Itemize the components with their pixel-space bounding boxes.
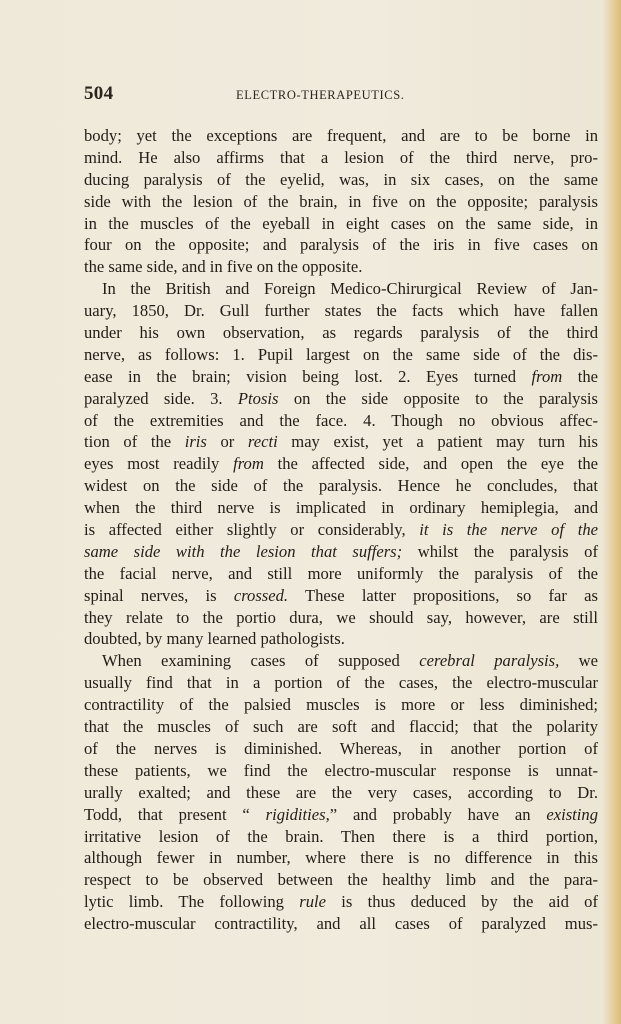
text-segment: electro-muscular contractility, and all cases of paralyzed mus- — [84, 914, 598, 934]
text-segment: when the third nerve is implicated in ordinary hemiplegia, and — [84, 498, 598, 518]
italic-text: it is the nerve of the — [419, 520, 598, 540]
text-line — [84, 891, 598, 913]
page-number: 504 — [84, 83, 114, 104]
text-segment: is thus deduced by the aid of — [326, 892, 599, 912]
text-line — [84, 563, 598, 585]
text-line — [84, 847, 598, 869]
text-line — [84, 869, 598, 891]
text-segment: the facial nerve, and still more uniformly the paralysis of the — [84, 563, 598, 583]
text-segment: side with the lesion of the brain, in five on the opposite; paralysis — [84, 191, 598, 211]
text-segment: ” and probably have an — [329, 804, 547, 824]
text-segment: respect to be observed between the healthy limb and the para- — [84, 870, 598, 890]
text-line — [84, 234, 598, 256]
text-segment: whilst the paralysis of — [402, 541, 598, 561]
text-segment: may exist, yet a patient may turn his — [277, 432, 599, 452]
text-line — [84, 694, 598, 716]
italic-text: same side with the lesion that suffers; — [84, 541, 403, 561]
text-segment: is affected either slightly or considerably, — [84, 520, 420, 540]
text-line — [84, 344, 598, 366]
text-segment: four on the opposite; and paralysis of the iris in five cases on — [84, 235, 598, 255]
text-segment: eyes most readily — [84, 454, 234, 474]
text-segment: lytic limb. The following — [84, 892, 300, 912]
text-line — [84, 453, 598, 475]
text-segment: In the British and Foreign Medico-Chirurgical Review of Jan- — [102, 279, 598, 299]
text-line — [84, 716, 598, 738]
text-segment: on the side opposite to the paralysis — [278, 388, 599, 408]
text-line — [84, 672, 598, 694]
text-line — [84, 410, 598, 432]
text-segment: tion of the — [84, 432, 185, 452]
text-line — [84, 322, 598, 344]
text-segment: the affected side, and open the eye the — [263, 454, 598, 474]
italic-text: existing — [546, 804, 598, 824]
text-line — [84, 278, 598, 300]
text-segment: or — [206, 432, 248, 452]
text-segment: contractility of the palsied muscles is more or less diminished; — [84, 695, 598, 715]
text-line — [84, 650, 598, 672]
italic-text: from — [531, 366, 563, 386]
text-segment: of the extremities and the face. 4. Though no obvious affec- — [84, 410, 598, 430]
text-segment: ducing paralysis of the eyelid, was, in six cases, on the same — [84, 169, 598, 189]
text-segment: spinal nerves, is — [84, 585, 234, 605]
text-line — [84, 541, 598, 563]
text-line — [84, 300, 598, 322]
text-segment: doubted, by many learned pathologists. — [84, 629, 345, 649]
text-line — [84, 147, 598, 169]
text-line — [84, 213, 598, 235]
text-segment: under his own observation, as regards paralysis of the third — [84, 323, 598, 343]
text-segment: although fewer in number, where there is no difference in this — [84, 848, 598, 868]
text-segment: these patients, we find the electro-muscular response is unnat- — [84, 760, 598, 780]
text-segment: usually find that in a portion of the cases, the electro-muscular — [84, 673, 598, 693]
text-segment: the — [562, 366, 598, 386]
text-segment: of the nerves is diminished. Whereas, in another portion of — [84, 738, 598, 758]
italic-text: crossed. — [233, 585, 289, 605]
text-line — [84, 738, 598, 760]
text-line — [84, 388, 598, 410]
text-line — [84, 628, 598, 650]
italic-text: cerebral paralysis, — [419, 651, 560, 671]
text-line — [84, 585, 598, 607]
page-header — [84, 83, 584, 105]
text-line — [84, 607, 598, 629]
text-segment: mind. He also affirms that a lesion of the third nerve, pro- — [84, 147, 598, 167]
text-line — [84, 804, 598, 826]
text-segment: Todd, that present “ — [84, 804, 266, 824]
text-segment: they relate to the portio dura, we should say, however, are still — [84, 607, 598, 627]
italic-text: from — [233, 454, 264, 474]
text-segment: we — [559, 651, 598, 671]
text-line — [84, 125, 598, 147]
text-line — [84, 913, 598, 935]
text-segment: irritative lesion of the brain. Then there is a third portion, — [84, 826, 598, 846]
text-line — [84, 191, 598, 213]
text-line — [84, 431, 598, 453]
text-segment: widest on the side of the paralysis. Hence he concludes, that — [84, 476, 598, 496]
text-segment: urally exalted; and these are the very cases, according to Dr. — [84, 782, 598, 802]
text-segment: These latter propositions, so far as — [288, 585, 598, 605]
text-segment: the same side, and in five on the opposite. — [84, 257, 363, 277]
text-line — [84, 475, 598, 497]
running-head: ELECTRO-THERAPEUTICS. — [236, 88, 405, 102]
text-segment: in the muscles of the eyeball in eight cases on the same side, in — [84, 213, 598, 233]
text-line — [84, 782, 598, 804]
italic-text: rule — [299, 892, 326, 912]
text-line — [84, 256, 598, 278]
text-line — [84, 366, 598, 388]
text-line — [84, 826, 598, 848]
body-text — [84, 125, 598, 935]
page-edge — [603, 0, 621, 1024]
text-segment: body; yet the exceptions are frequent, and are to be borne in — [84, 126, 598, 145]
text-segment: ease in the brain; vision being lost. 2. Eyes turned — [84, 366, 532, 386]
text-line — [84, 497, 598, 519]
text-segment: When examining cases of supposed — [102, 651, 420, 671]
text-line — [84, 169, 598, 191]
text-line — [84, 519, 598, 541]
text-segment: uary, 1850, Dr. Gull further states the facts which have fallen — [84, 301, 598, 321]
text-segment: nerve, as follows: 1. Pupil largest on the same side of the dis- — [84, 344, 598, 364]
text-segment: paralyzed side. 3. — [84, 388, 238, 408]
text-segment: that the muscles of such are soft and flaccid; that the polarity — [84, 717, 598, 737]
text-line — [84, 760, 598, 782]
italic-text: recti — [247, 432, 278, 452]
italic-text: iris — [184, 432, 207, 452]
italic-text: Ptosis — [237, 388, 279, 408]
italic-text: rigidities, — [265, 804, 330, 824]
